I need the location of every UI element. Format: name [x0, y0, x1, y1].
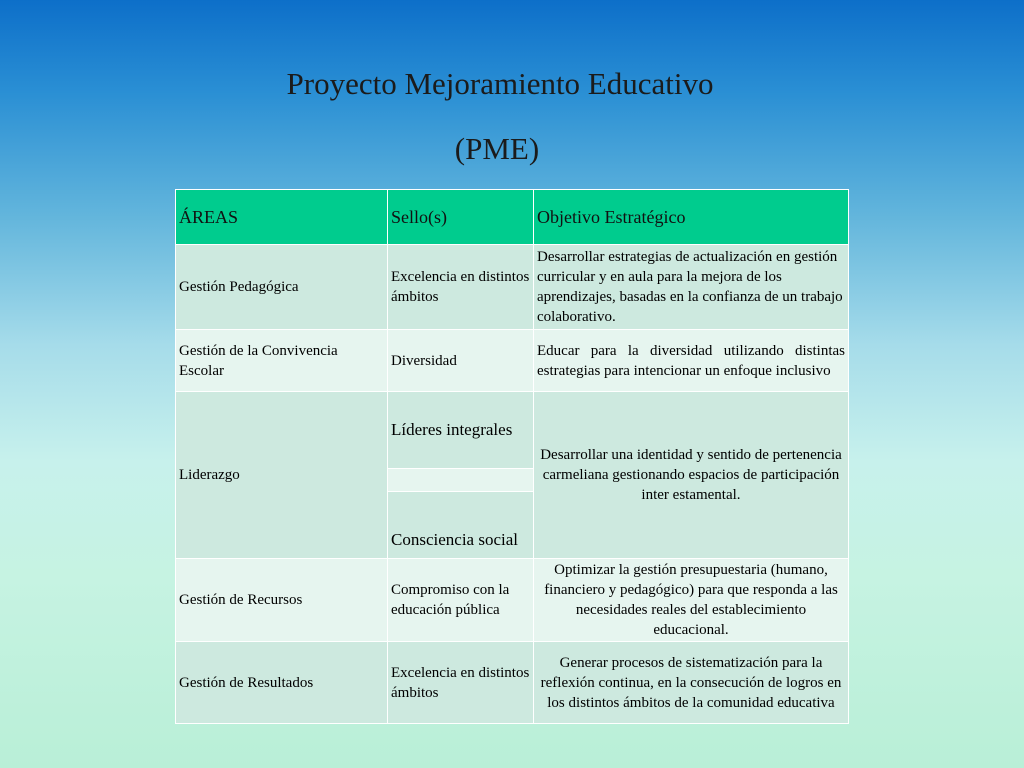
objetivo-cell: Desarrollar una identidad y sentido de pertenencia carmeliana gestionando espacios de participación inter estamental. — [534, 392, 849, 559]
area-cell: Gestión de la Convivencia Escolar — [176, 330, 388, 392]
header-areas: ÁREAS — [176, 190, 388, 245]
area-cell: Liderazgo — [176, 392, 388, 559]
objetivo-cell: Educar para la diversidad utilizando distintas estrategias para intencionar un enfoque inclusivo — [534, 330, 849, 392]
table-row — [176, 245, 849, 330]
area-cell: Gestión Pedagógica — [176, 245, 388, 330]
sello-cell: Consciencia social — [388, 492, 534, 559]
sello-cell: Excelencia en distintos ámbitos — [388, 642, 534, 724]
objetivo-cell: Generar procesos de sistematización para la reflexión continua, en la consecución de logros en los distintos ámbitos de la comunidad educativa — [534, 642, 849, 724]
table-row — [176, 642, 849, 724]
table-header-row — [176, 190, 849, 245]
pme-table — [175, 189, 849, 724]
header-objetivo: Objetivo Estratégico — [534, 190, 849, 245]
table-row — [176, 392, 849, 469]
table-row — [176, 330, 849, 392]
sello-cell: Líderes integrales — [388, 392, 534, 469]
area-cell: Gestión de Resultados — [176, 642, 388, 724]
sello-cell-empty — [388, 469, 534, 492]
objetivo-cell: Desarrollar estrategias de actualización en gestión curricular y en aula para la mejora de los aprendizajes, basadas en la confianza de un trabajo colaborativo. — [534, 245, 849, 330]
sello-cell: Diversidad — [388, 330, 534, 392]
sello-cell: Compromiso con la educación pública — [388, 559, 534, 642]
page-subtitle: (PME) — [454, 131, 540, 166]
page-title: Proyecto Mejoramiento Educativo — [286, 66, 714, 101]
header-sellos: Sello(s) — [388, 190, 534, 245]
sello-cell: Excelencia en distintos ámbitos — [388, 245, 534, 330]
objetivo-cell: Optimizar la gestión presupuestaria (humano, financiero y pedagógico) para que responda a las necesidades reales del establecimiento educacional. — [534, 559, 849, 642]
area-cell: Gestión de Recursos — [176, 559, 388, 642]
table-row — [176, 559, 849, 642]
